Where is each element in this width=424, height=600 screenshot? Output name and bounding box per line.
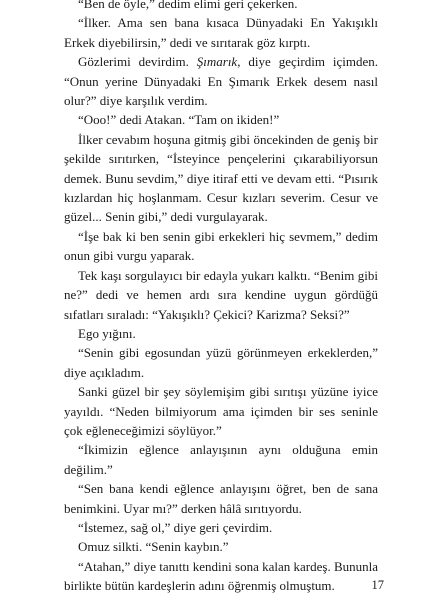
italic-text: Şımarık, (196, 54, 241, 70)
text-run: “Senin gibi egosundan yüzü görünmeyen erkeklerden,” diye açıkladım. (64, 345, 378, 380)
paragraph (64, 343, 378, 382)
paragraph (64, 324, 378, 343)
paragraph (64, 130, 378, 227)
body-text (64, 0, 378, 596)
paragraph (64, 382, 378, 440)
text-run: “Ooo!” dedi Atakan. “Tam on ikiden!” (78, 112, 280, 128)
paragraph (64, 440, 378, 479)
text-run: “İstemez, sağ ol,” diye geri çevirdim. (78, 519, 273, 535)
text-run: Tek kaşı sorgulayıcı bir edayla yukarı kalktı. “Benim gibi ne?” dedi ve hemen ardı sıra kendine uygun gördüğü sıfatları sıraladı: “Yakışıklı? Çekici? Karizma? Seksi?” (64, 267, 378, 322)
text-run: “İkimizin eğlence anlayışının aynı olduğuna emin değilim.” (64, 442, 378, 477)
text-run: Gözlerimi devirdim. (78, 54, 197, 70)
paragraph (64, 266, 378, 324)
text-run: diye geçirdim içimden. “Onun yerine Dünyadaki En Şımarık Erkek desem nasıl olur?” diye karşılık verdim. (64, 54, 378, 109)
paragraph (64, 557, 378, 596)
paragraph (64, 537, 378, 556)
text-run: “Sen bana kendi eğlence anlayışını öğret, ben de sana benimkini. Uyar mı?” derken hâlâ sırıtıyordu. (64, 481, 378, 516)
paragraph (64, 0, 378, 13)
text-run: “İlker. Ama sen bana kısaca Dünyadaki En Yakışıklı Erkek diyebilirsin,” dedi ve sırıtarak göz kırptı. (64, 15, 378, 50)
text-run: “Atahan,” diye tanıttı kendini sona kalan kardeş. Bununla birlikte bütün kardeşlerin adını öğrenmiş olmuştum. (64, 558, 378, 594)
paragraph (64, 518, 378, 537)
paragraph (64, 52, 378, 110)
text-run: Ego yığını. (78, 325, 136, 341)
text-run: “Ben de öyle,” dedim elimi geri çekerken. (78, 0, 298, 11)
page-number: 17 (371, 578, 384, 592)
paragraph (64, 13, 378, 52)
paragraph (64, 110, 378, 129)
paragraph (64, 227, 378, 266)
text-run: Omuz silkti. “Senin kaybın.” (78, 539, 229, 555)
text-run: “İşe bak ki ben senin gibi erkekleri hiç sevmem,” dedim onun gibi vurgu yaparak. (64, 228, 378, 264)
paragraph (64, 479, 378, 518)
text-run: İlker cevabım hoşuna gitmiş gibi öncekinden de geniş bir şekilde sırıtırken, “İsteyince pençelerini çıkarabiliyorsun demek. Bunu sevdim,” diye itiraf etti ve devam etti. “Pısırık kızlardan hiç hoşlanmam. Cesur kızları severim. Cesur ve güzel... Senin gibi,” dedi vurgulayarak. (64, 131, 378, 225)
text-run: Sanki güzel bir şey söylemişim gibi sırıtışı yüzüne iyice yayıldı. “Neden bilmiyorum ama içimden bir ses seninle çok eğleneceğimizi söylüyor.” (64, 384, 378, 438)
